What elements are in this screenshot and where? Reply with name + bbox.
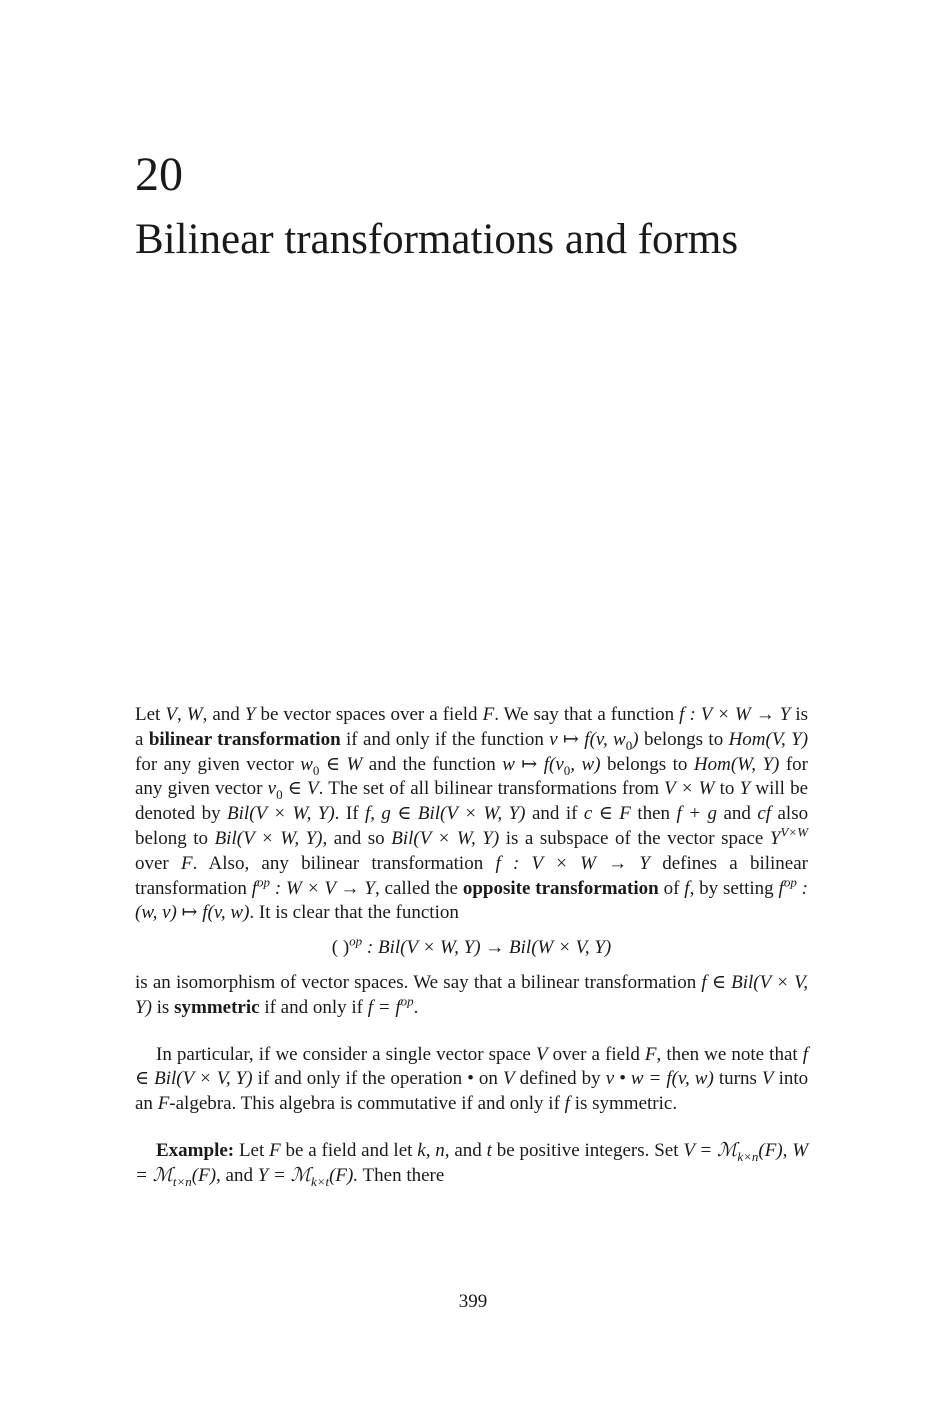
term-opposite-transformation: opposite transformation (462, 877, 659, 899)
term-bilinear-transformation: bilinear transformation (148, 728, 341, 750)
page-number: 399 (458, 1291, 488, 1312)
term-symmetric: symmetric (174, 996, 260, 1018)
chapter-number: 20 (135, 148, 183, 201)
display-equation: ( )$^{op}$ : Bil(V × W, Y) → Bil(W × V, Y) (331, 933, 612, 959)
symmetric-paragraph: is an isomorphism of vector spaces. We say that a bilinear transformation f ∈ Bil(V × V, Y) is symmetric if and only if $f = f^{op}$. (135, 971, 809, 1018)
definition-paragraph: Let V, W, and Y be vector spaces over a field F. We say that a function f : V × W → Y is a bilinear transformation if and only if the function v ↦ f(v, $w_0$) belongs to Hom(V, Y) for any given vector $w_0$ ∈ W and the function w ↦ $f(v_0$, w) belongs to Hom(W, Y) for any given vector $v_0$ ∈ V. The set of all bilinear transformations from V × W to Y will be denoted by Bil(V × W, Y). If f, g ∈ Bil(V × W, Y) and if c ∈ F then f + g and cf also belong to Bil(V × W, Y), and so Bil(V × W, Y) is a subspace of the vector space $Y^{V\times W}$ over F. Also, any bilinear transformation f : V × W → Y defines a bilinear transformation $f^{op}$ : W × V → Y, called the opposite transformation of f, by setting $f^{op}$ : (w, v) ↦ f(v, w). It is clear that the function (135, 704, 809, 924)
example-paragraph: Example: Let F be a field and let k, n, and t be positive integers. Set V = ℳ$_{k\times n}$(F), W = ℳ$_{t\times n}$(F), and Y = ℳ$_{k\times t}$(F). Then there (135, 1139, 809, 1189)
algebra-paragraph: In particular, if we consider a single vector space V over a field F, then we note that f ∈ Bil(V × V, Y) if and only if the operation • on V defined by v • w = f(v, w) turns V into an F-algebra. This algebra is commutative if and only if f is symmetric. (135, 1043, 809, 1115)
chapter-body (135, 703, 808, 1189)
example-label: Example: (156, 1139, 235, 1161)
chapter-title: Bilinear transformations and forms (135, 216, 739, 263)
